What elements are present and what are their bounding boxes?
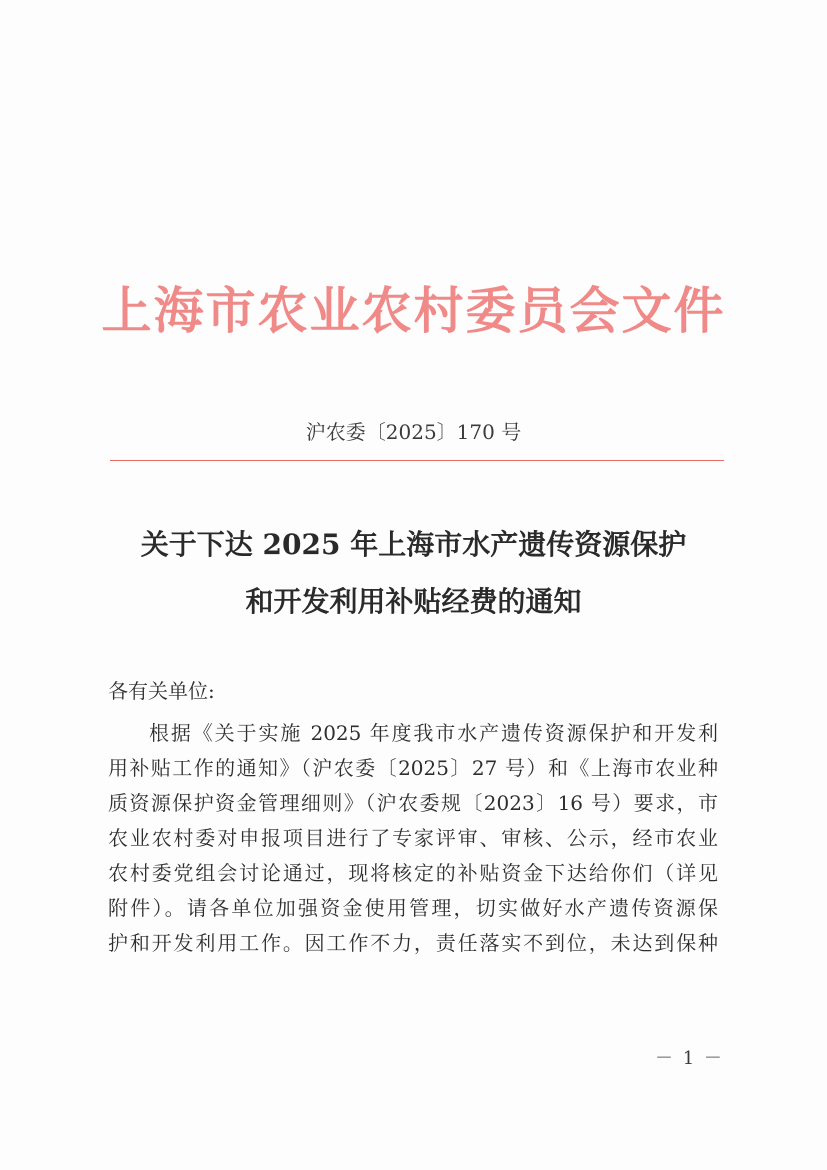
body-line: 附件）。请各单位加强资金使用管理，切实做好水产遗传资源保 [108,896,718,920]
body-paragraph [108,716,718,961]
body-line: 用补贴工作的通知》（沪农委〔2025〕27 号）和《上海市农业种 [108,756,718,780]
body-line: 农村委党组会讨论通过，现将核定的补贴资金下达给你们（详见 [108,861,718,885]
document-title [0,516,827,630]
red-divider-line [110,460,724,461]
body-line: 农业农村委对申报项目进行了专家评审、审核、公示，经市农业 [108,826,718,850]
document-number: 沪农委〔2025〕170 号 [305,420,522,444]
body-line: 根据《关于实施 2025 年度我市水产遗传资源保护和开发利 [149,721,718,745]
document-title-line-1: 关于下达 2025 年上海市水产遗传资源保护 [140,528,687,561]
document-title-line-2: 和开发利用补贴经费的通知 [245,585,582,618]
body-line: 护和开发利用工作。因工作不力，责任落实不到位，未达到保种 [108,931,718,955]
salutation: 各有关单位: [108,679,215,703]
page-number: － 1 － [655,1048,724,1069]
issuer-banner: 上海市农业农村委员会文件 [101,281,726,340]
body-line: 质资源保护资金管理细则》（沪农委规〔2023〕16 号）要求，市 [108,791,718,815]
